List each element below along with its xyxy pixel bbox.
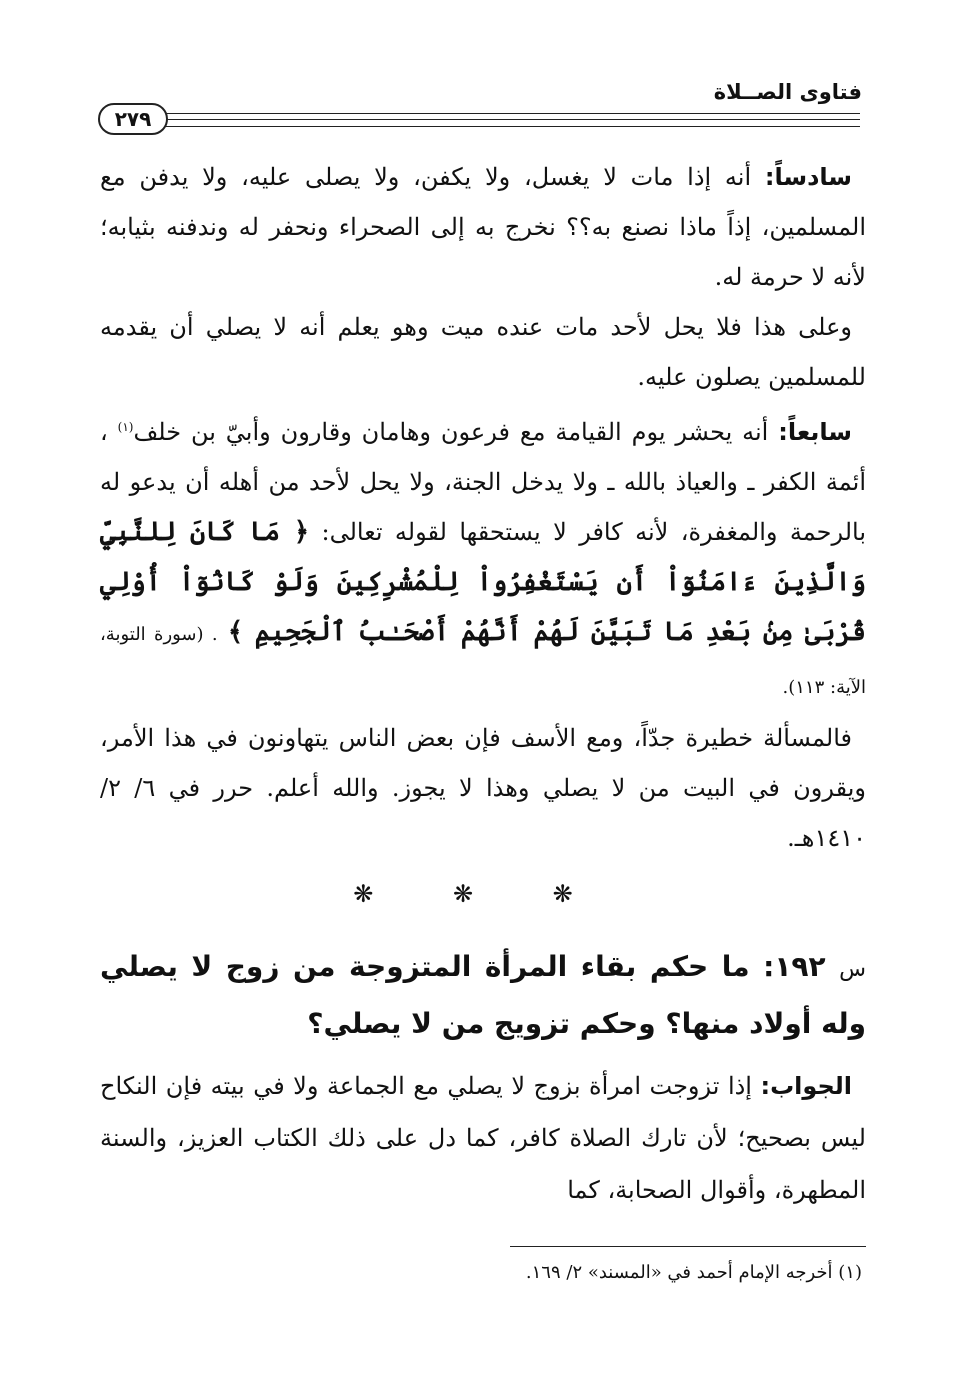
footnote: (١) أخرجه الإمام أحمد في «المسند» ٢/ ١٦٩. bbox=[525, 1262, 862, 1283]
question-number: ١٩٢ bbox=[774, 950, 826, 983]
answer-paragraph bbox=[100, 1060, 866, 1216]
running-header-title: فتاوى الصــلاة bbox=[713, 80, 862, 104]
paragraph-text: ، أئمة الكفر ـ والعياذ بالله ـ ولا يدخل الجنة، ولا يحل لأحد من أهله أن يدعو له بالرحمة والمغفرة، لأنه كافر لا يستحقها لقوله تعالى: bbox=[100, 418, 867, 546]
paragraph-lead: سابعاً: bbox=[778, 418, 852, 446]
quran-verse: ﴿ مَا كَانَ لِلنَّبِيِّ وَالَّذِينَ ءَامَنُوٓاْ أَن يَسْتَغْفِرُواْ لِلْمُشْرِكِينَ وَلَوْ كَانُوٓاْ أُوْلِي قُرْبَىٰ مِنۢ بَعْدِ مَا تَبَيَّنَ لَهُمْ أَنَّهُمْ أَصْحَـٰبُ ٱلْجَحِيمِ ﴾ bbox=[100, 517, 866, 647]
answer-lead: الجواب: bbox=[760, 1072, 852, 1100]
section-separator: ❋ ❋ ❋ bbox=[353, 880, 609, 908]
main-text bbox=[100, 152, 866, 863]
verse-reference: . (سورة التوبة، الآية: ١١٣). bbox=[100, 624, 866, 698]
question-text: : ما حكم بقاء المرأة المتزوجة من زوج لا يصلي وله أولاد منها؟ وحكم تزويج من لا يصلي؟ bbox=[100, 950, 866, 1040]
paragraph-text: فالمسألة خطيرة جدّاً، ومع الأسف فإن بعض الناس يتهاونون في هذا الأمر، ويقرون في البيت من لا يصلي وهذا لا يجوز. والله أعلم. حرر في ٦/ ٢/ ١٤١٠هـ. bbox=[100, 724, 867, 852]
answer-text bbox=[100, 1060, 866, 1216]
question-heading bbox=[100, 940, 866, 1051]
footnote-marker: (١) bbox=[117, 420, 134, 434]
header-rule bbox=[160, 119, 860, 120]
paragraph-sixth bbox=[100, 152, 866, 302]
header-rule bbox=[160, 113, 860, 114]
question-marker: س bbox=[839, 957, 866, 982]
paragraph-seventh bbox=[100, 402, 866, 713]
paragraph-conclusion bbox=[100, 713, 866, 863]
paragraph-ruling bbox=[100, 302, 866, 402]
paragraph-text: إذا تزوجت امرأة بزوج لا يصلي مع الجماعة ولا في بيته فإن النكاح ليس بصحيح؛ لأن تارك الصلاة كافر، كما دل على ذلك الكتاب العزيز، والسنة المطهرة، وأقوال الصحابة، كما bbox=[100, 1072, 866, 1204]
paragraph-lead: سادساً: bbox=[764, 163, 852, 191]
paragraph-text: أنه إذا مات لا يغسل، ولا يكفن، ولا يصلى عليه، ولا يدفن مع المسلمين، إذاً ماذا نصنع به؟؟ نخرج به إلى الصحراء ونحفر له وندفنه بثيابه؛ لأنه لا حرمة له. bbox=[100, 163, 866, 291]
footnote-rule bbox=[510, 1246, 866, 1247]
paragraph-text: أنه يحشر يوم القيامة مع فرعون وهامان وقارون وأبيّ بن خلف bbox=[133, 418, 779, 446]
page-number: ٢٧٩ bbox=[98, 103, 168, 135]
paragraph-text: وعلى هذا فلا يحل لأحد مات عنده ميت وهو يعلم أنه لا يصلي أن يقدمه للمسلمين يصلون عليه. bbox=[100, 313, 866, 391]
header-rule bbox=[160, 126, 860, 127]
